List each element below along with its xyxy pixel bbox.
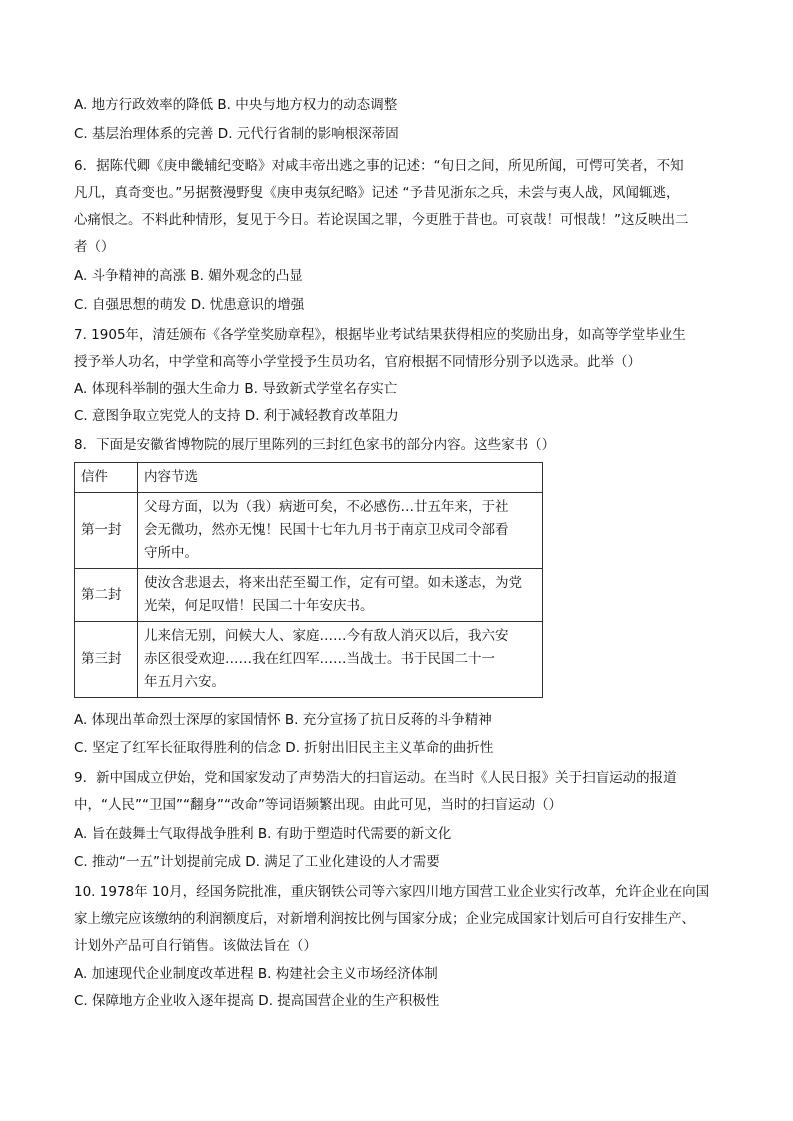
q7-stem-line-1: 7. 1905年，清廷颁布《各学堂奖励章程》，根据毕业考试结果获得相应的奖励出身，如高等学堂毕业生	[74, 327, 686, 343]
q9-options-cd: C. 推动“一五”计划提前完成 D. 满足了工业化建设的人才需要	[74, 854, 440, 870]
q7-stem-line-2: 授予举人功名，中学堂和高等小学堂授予生员功名，官府根据不同情形分别予以选录。此举（）	[74, 354, 641, 370]
q6-stem-line-1: 6．据陈代卿《庚申畿辅纪变略》对咸丰帝出逃之事的记述：“旬日之间，所见所闻，可愕可笑者，不知	[74, 158, 684, 174]
q5-options-ab: A. 地方行政效率的降低 B. 中央与地方权力的动态调整	[74, 97, 398, 113]
letter-name: 第二封	[75, 569, 138, 622]
q6-stem-line-3: 心痛恨之。不料此种情形，复见于今日。若论误国之罪，今更胜于昔也。可哀哉！可恨哉！”这反映出二	[74, 212, 689, 228]
q6-options-cd: C. 自强思想的萌发 D. 忧患意识的增强	[74, 297, 305, 313]
q10-stem-line-2: 家上缴完应该缴纳的利润额度后，对新增利润按比例与国家分成；企业完成国家计划后可自行安排生产、	[74, 911, 695, 927]
q10-stem-line-1: 10. 1978年 10月，经国务院批准，重庆钢铁公司等六家四川地方国营工业企业实行改革，允许企业在向国	[74, 884, 710, 900]
q10-options-ab: A. 加速现代企业制度改革进程 B. 构建社会主义市场经济体制	[74, 966, 438, 982]
q6-stem-line-2: 凡几，真奇变也。”另据赘漫野叟《庚申夷氛纪略》记述 “予昔见浙东之兵，未尝与夷人战，风闻辄逃，	[74, 185, 680, 201]
letter-line: 年五月六安。	[144, 674, 225, 690]
q6-options-ab: A. 斗争精神的高涨 B. 媚外观念的凸显	[74, 268, 303, 284]
letter-line: 赤区很受欢迎……我在红四军……当战士。书于民国二十一	[144, 651, 495, 667]
letter-content	[138, 493, 543, 569]
q8-stem: 8．下面是安徽省博物院的展厅里陈列的三封红色家书的部分内容。这些家书（）	[74, 437, 556, 453]
letter-content	[138, 622, 543, 698]
q6-stem-line-4: 者（）	[74, 239, 115, 255]
q9-options-ab: A. 旨在鼓舞士气取得战争胜利 B. 有助于塑造时代需要的新文化	[74, 826, 452, 842]
q10-options-cd: C. 保障地方企业收入逐年提高 D. 提高国营企业的生产积极性	[74, 993, 440, 1009]
q10-stem-line-3: 计划外产品可自行销售。该做法旨在（）	[74, 938, 317, 954]
letter-line: 光荣，何足叹惜！民国二十年安庆书。	[144, 598, 374, 614]
letter-line: 儿来信无别，问候大人、家庭……今有敌人消灭以后，我六安	[144, 628, 509, 644]
letter-line: 使汝含悲退去，将来出茫至蜀工作，定有可望。如未遂志，为党	[144, 575, 522, 591]
table-row	[75, 493, 543, 569]
table-row	[75, 569, 543, 622]
letter-line: 父母方面，以为（我）病逝可矣，不必感伤…廿五年来，于社	[144, 499, 509, 515]
q8-options-ab: A. 体现出革命烈士深厚的家国情怀 B. 充分宣扬了抗日反蒋的斗争精神	[74, 712, 492, 728]
letter-line: 会无微功，然亦无愧！民国十七年九月书于南京卫戍司令部看	[144, 522, 509, 538]
q7-options-cd: C. 意图争取立宪党人的支持 D. 利于减轻教育改革阻力	[74, 408, 399, 424]
header-content: 内容节选	[138, 463, 543, 493]
letters-table	[74, 462, 543, 698]
table-header-row	[75, 463, 543, 493]
q8-options-cd: C. 坚定了红军长征取得胜利的信念 D. 折射出旧民主主义革命的曲折性	[74, 740, 494, 756]
q5-options-cd: C. 基层治理体系的完善 D. 元代行省制的影响根深蒂固	[74, 126, 399, 142]
letter-line: 守所中。	[144, 545, 198, 561]
q9-stem-line-2: 中，“人民”“卫国”“翻身”“改命”等词语频繁出现。由此可见，当时的扫盲运动（）	[74, 797, 562, 813]
table-row	[75, 622, 543, 698]
header-letter: 信件	[75, 463, 138, 493]
q9-stem-line-1: 9．新中国成立伊始，党和国家发动了声势浩大的扫盲运动。在当时《人民日报》关于扫盲运动的报道	[74, 770, 677, 786]
q7-options-ab: A. 体现科举制的强大生命力 B. 导致新式学堂名存实亡	[74, 381, 398, 397]
letter-name: 第三封	[75, 622, 138, 698]
letter-content	[138, 569, 543, 622]
letter-name: 第一封	[75, 493, 138, 569]
